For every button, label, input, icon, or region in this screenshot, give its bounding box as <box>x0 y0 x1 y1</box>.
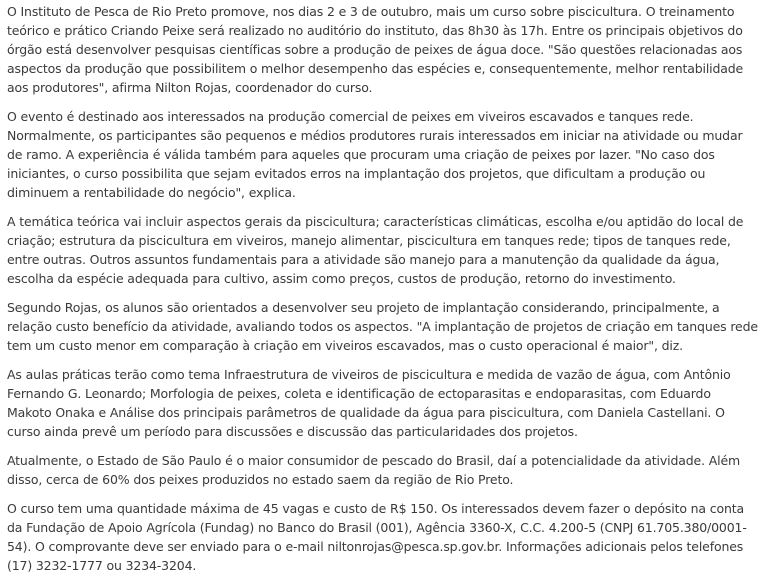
paragraph-target-audience: O evento é destinado aos interessados na produção comercial de peixes em viveiros escavados e tanques rede. Normalmente, os participantes são pequenos e médios produtores rurais interessados em iniciar na atividade ou mudar de ramo. A experiência é válida também para aqueles que procuram uma criação de peixes por lazer. "No caso dos iniciantes, o curso possibilita que sejam evitados erros na implantação dos projetos, que dificultam a produção ou diminuem a rentabilidade do negócio", explica. <box>7 109 743 200</box>
paragraph-registration-info: O curso tem uma quantidade máxima de 45 vagas e custo de R$ 150. Os interessados devem fazer o depósito na conta da Fundação de Apoio Agrícola (Fundag) no Banco do Brasil (001), Agência 3360-X, C.C. 4.200-5 (CNPJ 61.705.380/0001-54). O comprovante deve ser enviado para o e-mail niltonrojas@pesca.sp.gov.br. Informações adicionais pelos telefones (17) 3232-1777 ou 3234-3204. <box>7 501 747 573</box>
paragraph-practical-classes: As aulas práticas terão como tema Infraestrutura de viveiros de piscicultura e medida de vazão de água, com Antônio Fernando G. Leonardo; Morfologia de peixes, coleta e identificação de ectoparasitas e endoparasitas, com Eduardo Makoto Onaka e Análise dos principais parâmetros de qualidade da água para piscicultura, com Daniela Castellani. O curso ainda prevê um período para discussões e discussão das particularidades dos projetos. <box>7 367 731 439</box>
paragraph-project-guidance: Segundo Rojas, os alunos são orientados a desenvolver seu projeto de implantação considerando, principalmente, a relação custo benefício da atividade, avaliando todos os aspectos. "A implantação de projetos de criação em tanques rede tem um custo menor em comparação à criação em viveiros escavados, mas o custo operacional é maior", diz. <box>7 300 758 353</box>
paragraph-intro: O Instituto de Pesca de Rio Preto promove, nos dias 2 e 3 de outubro, mais um curso sobre piscicultura. O treinamento teórico e prático Criando Peixe será realizado no auditório do instituto, das 8h30 às 17h. Entre os principais objetivos do órgão está desenvolver pesquisas científicas sobre a produção de peixes de água doce. "São questões relacionadas aos aspectos da produção que possibilitem o melhor desempenho das espécies e, consequentemente, melhor rentabilidade aos produtores", afirma Nilton Rojas, coordenador do curso. <box>7 4 744 95</box>
paragraph-theory-topics: A temática teórica vai incluir aspectos gerais da piscicultura; características climáticas, escolha e/ou aptidão do local de criação; estrutura da piscicultura em viveiros, manejo alimentar, piscicultura em tanques rede; tipos de tanques rede, entre outras. Outros assuntos fundamentais para a atividade são manejo para a manutenção da qualidade da água, escolha da espécie adequada para cultivo, assim como preços, custos de produção, retorno do investimento. <box>7 214 744 286</box>
paragraph-state-context: Atualmente, o Estado de São Paulo é o maior consumidor de pescado do Brasil, daí a potencialidade da atividade. Além disso, cerca de 60% dos peixes produzidos no estado saem da região de Rio Preto. <box>7 453 741 487</box>
article-body <box>7 2 759 585</box>
